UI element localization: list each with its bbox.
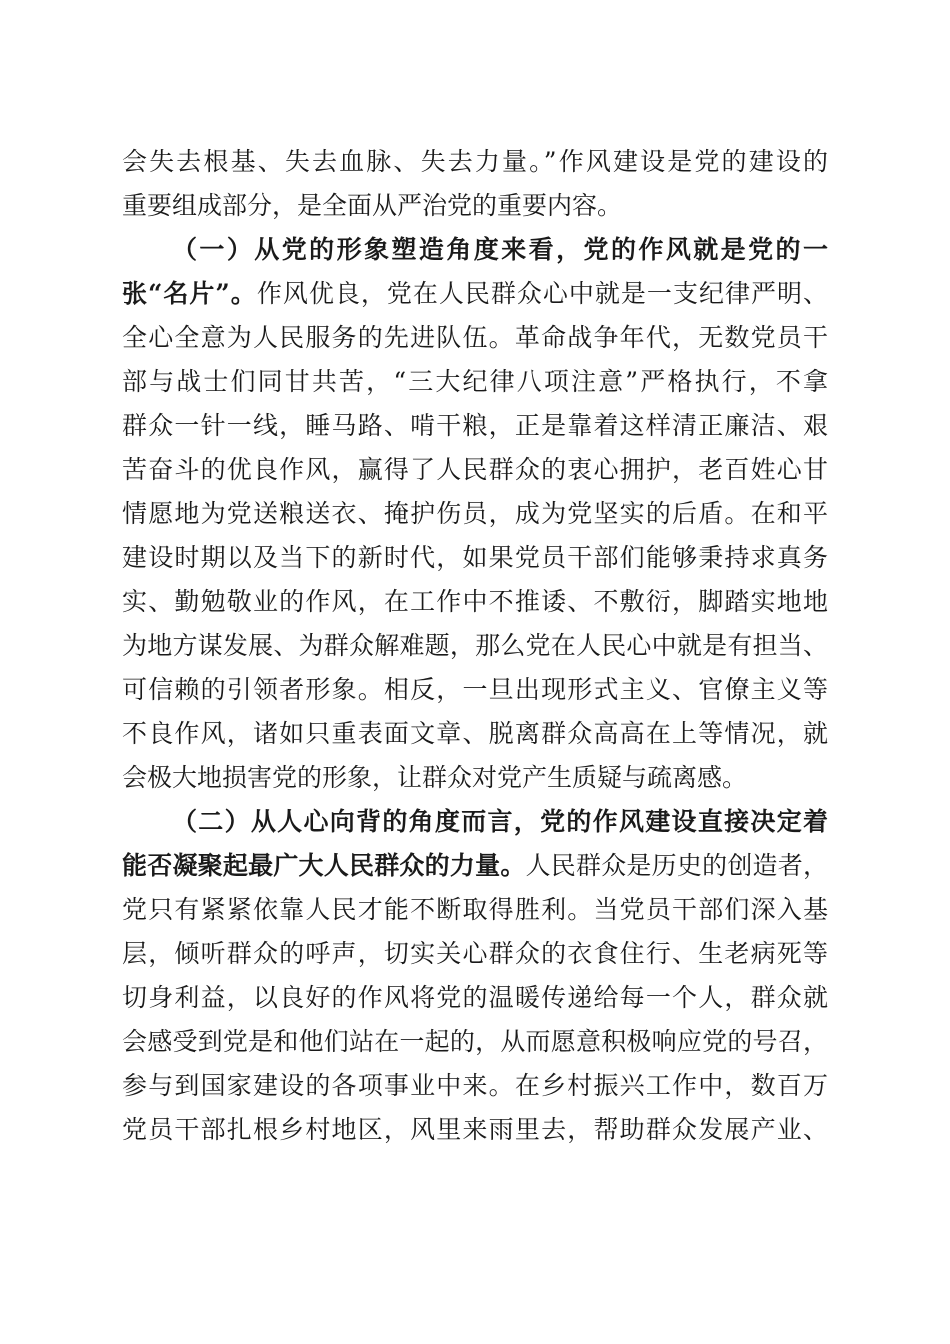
text-line: 情愿地为党送粮送衣、掩护伤员，成为党坚实的后盾。在和平 bbox=[122, 499, 828, 528]
section-heading-2 bbox=[122, 800, 828, 844]
text-line: 部与战士们同甘共苦，“三大纪律八项注意”严格执行，不拿 bbox=[122, 367, 828, 396]
text-line: 可信赖的引领者形象。相反，一旦出现形式主义、官僚主义等 bbox=[122, 675, 828, 704]
text-line: 切身利益，以良好的作风将党的温暖传递给每一个人，群众就 bbox=[122, 983, 828, 1012]
text-line bbox=[122, 844, 828, 888]
section-heading-1 bbox=[122, 228, 828, 272]
text-line: 建设时期以及当下的新时代，如果党员干部们能够秉持求真务 bbox=[122, 543, 828, 572]
text-line: 党只有紧紧依靠人民才能不断取得胜利。当党员干部们深入基 bbox=[122, 895, 828, 924]
text-line: 不良作风，诸如只重表面文章、脱离群众高高在上等情况，就 bbox=[122, 719, 828, 748]
text-line: 会极大地损害党的形象，让群众对党产生质疑与疏离感。 bbox=[122, 763, 748, 792]
text-line: 党员干部扎根乡村地区，风里来雨里去，帮助群众发展产业、 bbox=[122, 1115, 828, 1144]
text-line: 参与到国家建设的各项事业中来。在乡村振兴工作中，数百万 bbox=[122, 1071, 828, 1100]
heading-text: （二）从人心向背的角度而言，党的作风建设直接决定着 bbox=[172, 807, 828, 836]
body-text: 作风优良，党在人民群众心中就是一支纪律严明、 bbox=[256, 279, 828, 308]
text-line: 为地方谋发展、为群众解难题，那么党在人民心中就是有担当、 bbox=[122, 631, 828, 660]
document-body bbox=[122, 140, 828, 1152]
heading-text-cont: 能否凝聚起最广大人民群众的力量。 bbox=[122, 851, 526, 880]
text-line: 会感受到党是和他们站在一起的，从而愿意积极响应党的号召， bbox=[122, 1027, 828, 1056]
text-line bbox=[122, 272, 828, 316]
heading-text-cont: 张“名片”。 bbox=[122, 279, 257, 308]
text-line: 实、勤勉敬业的作风，在工作中不推诿、不敷衍，脚踏实地地 bbox=[122, 587, 828, 616]
text-line: 会失去根基、失去血脉、失去力量。”作风建设是党的建设的 bbox=[122, 147, 828, 176]
text-line: 层，倾听群众的呼声，切实关心群众的衣食住行、生老病死等 bbox=[122, 939, 828, 968]
body-text: 人民群众是历史的创造者， bbox=[525, 851, 828, 880]
text-line: 重要组成部分，是全面从严治党的重要内容。 bbox=[122, 191, 623, 220]
text-line: 全心全意为人民服务的先进队伍。革命战争年代，无数党员干 bbox=[122, 323, 828, 352]
heading-text: （一）从党的形象塑造角度来看，党的作风就是党的一 bbox=[172, 235, 828, 264]
text-line: 群众一针一线，睡马路、啃干粮，正是靠着这样清正廉洁、艰 bbox=[122, 411, 828, 440]
text-line: 苦奋斗的优良作风，赢得了人民群众的衷心拥护，老百姓心甘 bbox=[122, 455, 828, 484]
